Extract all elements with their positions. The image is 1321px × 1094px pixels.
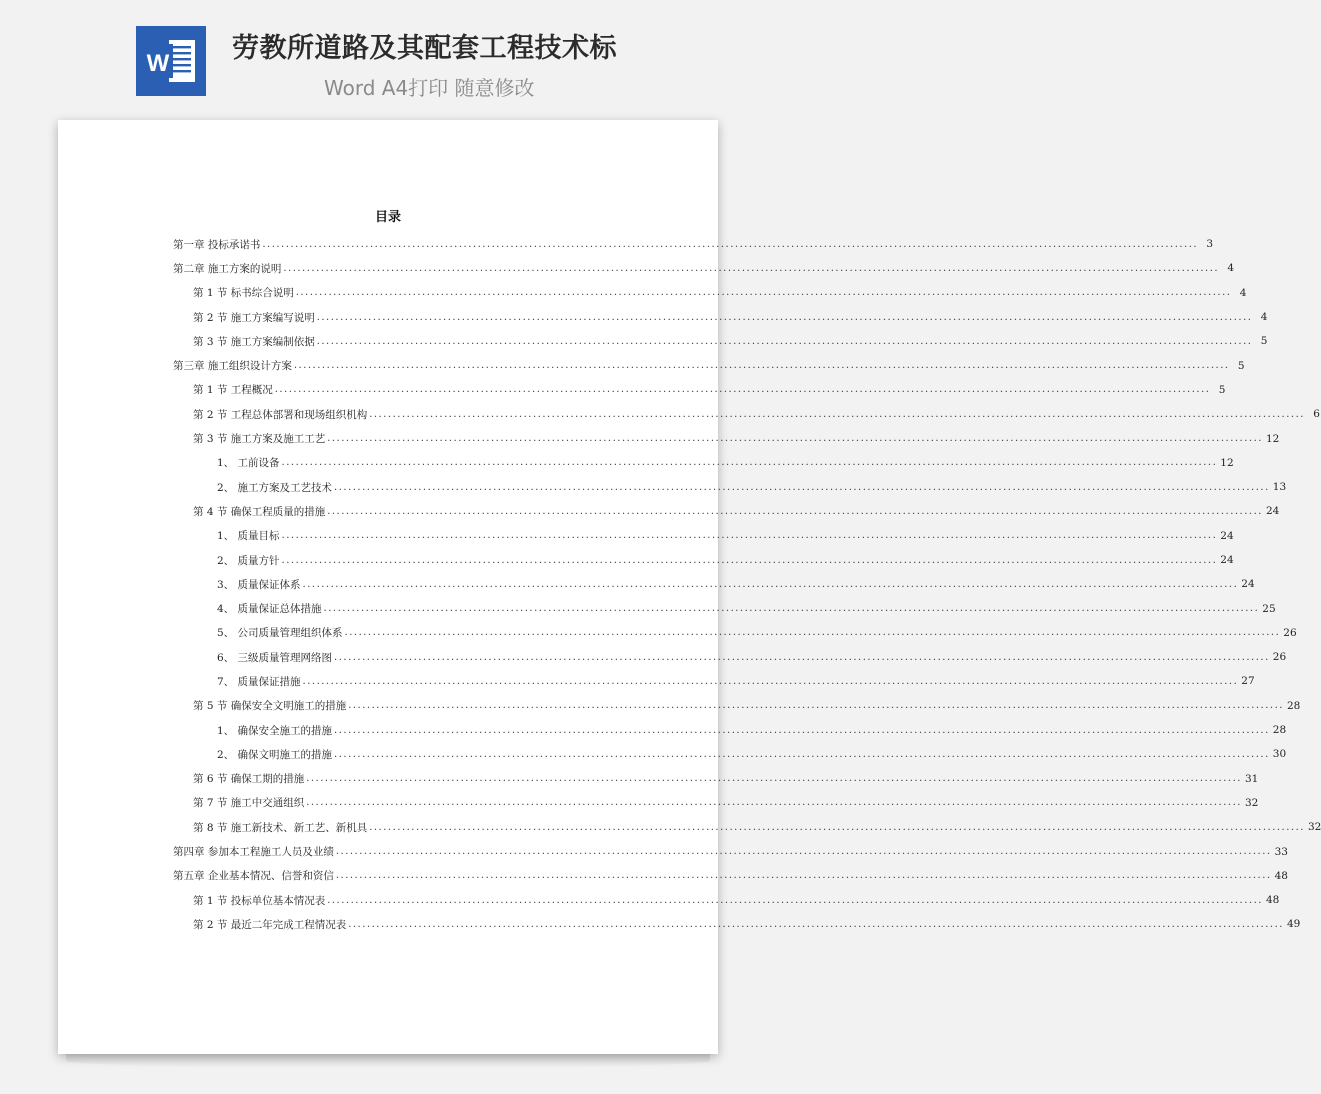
toc-leader-dots: ........................................................................................................................................................................................................ xyxy=(283,262,1220,274)
toc-entry-text: 第 1 节 投标单位基本情况表 xyxy=(193,894,326,907)
toc-entry[interactable] xyxy=(173,281,1247,305)
toc-entry[interactable] xyxy=(173,815,1321,839)
toc-leader-dots: ........................................................................................................................................................................................................ xyxy=(334,748,1270,760)
toc-leader-dots: ........................................................................................................................................................................................................ xyxy=(293,360,1230,372)
toc-entry-text: 第三章 施工组织设计方案 xyxy=(173,360,292,373)
toc-entry-text: 7、 质量保证措施 xyxy=(217,675,301,688)
toc-leader-dots: ........................................................................................................................................................................................................ xyxy=(369,821,1305,833)
toc-entry-text: 第 2 节 施工方案编写说明 xyxy=(193,311,315,324)
toc-entry[interactable] xyxy=(173,767,1259,791)
table-of-contents xyxy=(173,232,1321,937)
toc-entry-page: 6 xyxy=(1313,408,1320,421)
toc-leader-dots: ........................................................................................................................................................................................................ xyxy=(334,481,1270,493)
toc-leader-dots: ........................................................................................................................................................................................................ xyxy=(344,627,1281,639)
toc-leader-dots: ........................................................................................................................................................................................................ xyxy=(334,651,1270,663)
toc-leader-dots: ........................................................................................................................................................................................................ xyxy=(302,675,1239,687)
word-icon xyxy=(136,26,206,96)
toc-leader-dots: ........................................................................................................................................................................................................ xyxy=(348,700,1284,712)
toc-entry[interactable] xyxy=(173,232,1214,256)
toc-entry-text: 第一章 投标承诺书 xyxy=(173,238,261,251)
toc-leader-dots: ........................................................................................................................................................................................................ xyxy=(369,408,1305,420)
toc-entry[interactable] xyxy=(173,669,1255,693)
toc-entry-text: 第四章 参加本工程施工人员及业绩 xyxy=(173,846,334,859)
toc-leader-dots: ........................................................................................................................................................................................................ xyxy=(316,311,1253,323)
toc-entry-page: 5 xyxy=(1218,383,1226,396)
toc-entry-page: 26 xyxy=(1283,626,1297,639)
toc-leader-dots: ........................................................................................................................................................................................................ xyxy=(327,505,1263,517)
toc-entry[interactable] xyxy=(173,353,1245,377)
toc-entry-page: 4 xyxy=(1260,311,1268,324)
toc-entry[interactable] xyxy=(173,426,1280,450)
toc-entry[interactable] xyxy=(173,305,1268,329)
toc-entry-page: 4 xyxy=(1227,262,1235,275)
toc-entry-page: 30 xyxy=(1272,748,1287,761)
toc-entry-page: 24 xyxy=(1241,578,1255,591)
toc-leader-dots: ........................................................................................................................................................................................................ xyxy=(306,797,1242,809)
toc-entry-page: 25 xyxy=(1262,602,1276,615)
toc-leader-dots: ........................................................................................................................................................................................................ xyxy=(327,433,1263,445)
document-title: 劳教所道路及其配套工程技术标 xyxy=(232,33,617,64)
toc-entry-text: 4、 质量保证总体措施 xyxy=(217,603,322,616)
toc-entry-text: 第 6 节 确保工期的措施 xyxy=(193,773,305,786)
toc-entry-text: 第 4 节 确保工程质量的措施 xyxy=(193,505,326,518)
toc-entry-page: 48 xyxy=(1265,894,1280,907)
toc-leader-dots: ........................................................................................................................................................................................................ xyxy=(281,457,1218,469)
toc-leader-dots: ........................................................................................................................................................................................................ xyxy=(302,578,1239,590)
page-shadow xyxy=(66,1054,710,1068)
toc-leader-dots: ........................................................................................................................................................................................................ xyxy=(323,603,1260,615)
toc-entry-page: 5 xyxy=(1237,359,1245,372)
toc-entry-text: 第 7 节 施工中交通组织 xyxy=(193,797,305,810)
toc-entry-text: 3、 质量保证体系 xyxy=(217,578,301,591)
toc-leader-dots: ........................................................................................................................................................................................................ xyxy=(327,894,1263,906)
toc-entry-text: 第二章 施工方案的说明 xyxy=(173,262,282,275)
toc-entry-text: 第 1 节 工程概况 xyxy=(193,384,273,397)
toc-entry[interactable] xyxy=(173,718,1287,742)
toc-entry[interactable] xyxy=(173,475,1287,499)
toc-entry[interactable] xyxy=(173,888,1280,912)
toc-entry-page: 31 xyxy=(1244,772,1259,785)
toc-entry-page: 12 xyxy=(1265,432,1280,445)
toc-entry-page: 27 xyxy=(1241,675,1255,688)
toc-entry-page: 28 xyxy=(1286,699,1301,712)
toc-entry-page: 48 xyxy=(1274,869,1288,882)
toc-entry[interactable] xyxy=(173,596,1276,620)
toc-entry[interactable] xyxy=(173,402,1320,426)
toc-entry-text: 2、 施工方案及工艺技术 xyxy=(217,481,333,494)
toc-title: 目录 xyxy=(374,210,401,225)
toc-entry-text: 2、 质量方针 xyxy=(217,554,280,567)
toc-entry-page: 24 xyxy=(1265,505,1280,518)
document-page xyxy=(58,120,1321,1054)
toc-entry-text: 第 3 节 施工方案及施工工艺 xyxy=(193,433,326,446)
toc-entry[interactable] xyxy=(173,839,1288,863)
toc-entry[interactable] xyxy=(173,329,1268,353)
toc-entry-text: 1、 工前设备 xyxy=(217,457,280,470)
toc-entry[interactable] xyxy=(173,791,1259,815)
toc-entry-page: 12 xyxy=(1220,456,1234,469)
toc-entry-text: 第 5 节 确保安全文明施工的措施 xyxy=(193,700,347,713)
toc-entry[interactable] xyxy=(173,451,1234,475)
toc-entry-page: 3 xyxy=(1206,238,1214,251)
toc-entry[interactable] xyxy=(173,572,1255,596)
toc-entry[interactable] xyxy=(173,694,1301,718)
toc-entry-page: 4 xyxy=(1239,286,1247,299)
toc-entry[interactable] xyxy=(173,548,1234,572)
toc-entry[interactable] xyxy=(173,524,1234,548)
toc-entry-page: 33 xyxy=(1274,845,1288,858)
toc-entry-text: 2、 确保文明施工的措施 xyxy=(217,748,333,761)
toc-leader-dots: ........................................................................................................................................................................................................ xyxy=(316,335,1253,347)
toc-entry[interactable] xyxy=(173,256,1235,280)
toc-entry-text: 1、 质量目标 xyxy=(217,530,280,543)
toc-leader-dots: ........................................................................................................................................................................................................ xyxy=(281,554,1218,566)
toc-entry[interactable] xyxy=(173,742,1287,766)
toc-entry-text: 第 1 节 标书综合说明 xyxy=(193,287,294,300)
toc-entry-text: 1、 确保安全施工的措施 xyxy=(217,724,333,737)
toc-entry-text: 第 2 节 工程总体部署和现场组织机构 xyxy=(193,408,368,421)
toc-entry[interactable] xyxy=(173,621,1297,645)
toc-entry[interactable] xyxy=(173,378,1226,402)
toc-entry-page: 5 xyxy=(1260,335,1268,348)
toc-leader-dots: ........................................................................................................................................................................................................ xyxy=(306,773,1242,785)
toc-leader-dots: ........................................................................................................................................................................................................ xyxy=(348,918,1284,930)
toc-entry-page: 49 xyxy=(1286,918,1301,931)
toc-entry-page: 24 xyxy=(1220,554,1234,566)
toc-entry-page: 32 xyxy=(1244,796,1259,809)
toc-entry[interactable] xyxy=(173,499,1280,523)
toc-entry-page: 28 xyxy=(1272,724,1287,737)
toc-entry[interactable] xyxy=(173,912,1301,936)
toc-entry-page: 26 xyxy=(1272,651,1287,664)
toc-entry-text: 第五章 企业基本情况、信誉和资信 xyxy=(173,870,334,883)
word-icon-letter: W xyxy=(146,50,170,77)
document-subtitle: Word A4打印 随意修改 xyxy=(324,76,535,100)
header xyxy=(0,0,774,118)
toc-entry-text: 5、 公司质量管理组织体系 xyxy=(217,627,343,640)
toc-leader-dots: ........................................................................................................................................................................................................ xyxy=(274,384,1211,396)
toc-leader-dots: ........................................................................................................................................................................................................ xyxy=(335,870,1272,882)
toc-entry-page: 32 xyxy=(1307,821,1321,834)
toc-entry-text: 第 2 节 最近二年完成工程情况表 xyxy=(193,918,347,931)
toc-leader-dots: ........................................................................................................................................................................................................ xyxy=(295,287,1232,299)
toc-entry[interactable] xyxy=(173,864,1288,888)
toc-leader-dots: ........................................................................................................................................................................................................ xyxy=(281,530,1218,542)
toc-leader-dots: ........................................................................................................................................................................................................ xyxy=(335,846,1272,858)
toc-entry-page: 24 xyxy=(1220,529,1234,542)
toc-leader-dots: ........................................................................................................................................................................................................ xyxy=(262,238,1199,250)
toc-entry-page: 13 xyxy=(1272,481,1287,494)
toc-entry[interactable] xyxy=(173,645,1287,669)
toc-entry-text: 6、 三级质量管理网络图 xyxy=(217,651,333,664)
toc-entry-text: 第 3 节 施工方案编制依据 xyxy=(193,335,315,348)
toc-leader-dots: ........................................................................................................................................................................................................ xyxy=(334,724,1270,736)
toc-entry-text: 第 8 节 施工新技术、新工艺、新机具 xyxy=(193,821,368,834)
